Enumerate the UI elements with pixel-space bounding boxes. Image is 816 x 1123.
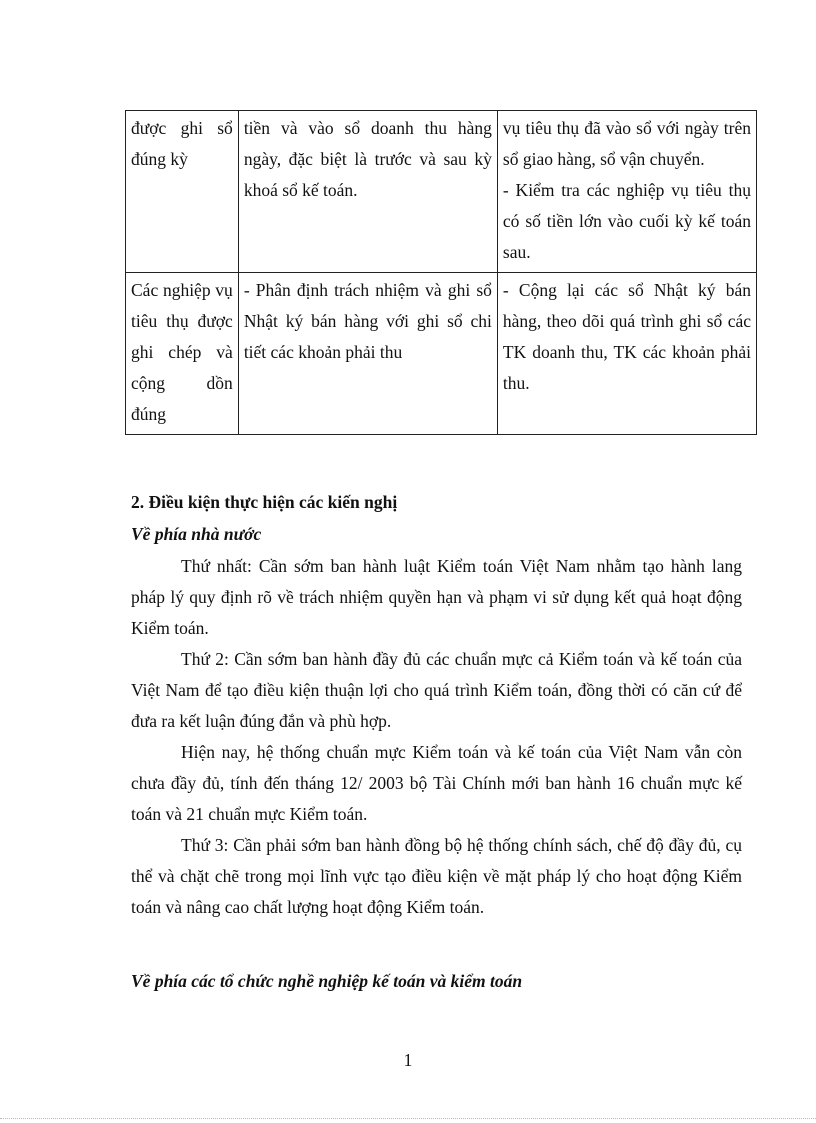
table-cell	[497, 273, 756, 435]
cell-line: - Kiểm tra các nghiệp vụ tiêu thụ có số tiền lớn vào cuối kỳ kế toán sau.	[502, 180, 751, 262]
table-cell	[497, 111, 756, 273]
paragraph: Thứ nhất: Cần sớm ban hành luật Kiểm toán Việt Nam nhằm tạo hành lang pháp lý quy định rõ về trách nhiệm quyền hạn và phạm vi sử dụng kết quả hoạt động Kiểm toán.	[131, 556, 742, 638]
paragraph: Thứ 2: Cần sớm ban hành đầy đủ các chuẩn mực cả Kiểm toán và kế toán của Việt Nam để tạo điều kiện thuận lợi cho quá trình Kiểm toán, đồng thời có căn cứ để đưa ra kết luận đúng đắn và phù hợp.	[131, 649, 742, 731]
audit-procedure-table	[125, 110, 757, 435]
page-number: 1	[403, 1050, 413, 1070]
page-bottom-divider	[0, 1118, 816, 1119]
table-cell: tiền và vào sổ doanh thu hàng ngày, đặc biệt là trước và sau kỳ khoá sổ kế toán.	[238, 111, 497, 273]
subheading-professional-orgs: Về phía các tổ chức nghề nghiệp kế toán và kiểm toán	[131, 971, 523, 991]
table-cell: - Phân định trách nhiệm và ghi sổ Nhật ký bán hàng với ghi sổ chi tiết các khoản phải thu	[238, 273, 497, 435]
section-heading: 2. Điều kiện thực hiện các kiến nghị	[131, 492, 398, 512]
subheading-state: Về phía nhà nước	[131, 524, 262, 544]
paragraph: Thứ 3: Cần phải sớm ban hành đồng bộ hệ thống chính sách, chế độ đầy đủ, cụ thể và chặt chẽ trong mọi lĩnh vực tạo điều kiện về mặt pháp lý cho hoạt động Kiểm toán và nâng cao chất lượng hoạt động Kiểm toán.	[131, 835, 742, 917]
table-row	[126, 111, 757, 273]
paragraph: Hiện nay, hệ thống chuẩn mực Kiểm toán và kế toán của Việt Nam vẫn còn chưa đầy đủ, tính đến tháng 12/ 2003 bộ Tài Chính mới ban hành 16 chuẩn mực kế toán và 21 chuẩn mực Kiểm toán.	[131, 742, 742, 824]
table-row	[126, 273, 757, 435]
cell-line: - Cộng lại các sổ Nhật ký bán hàng, theo dõi quá trình ghi sổ các TK doanh thu, TK các khoản phải thu.	[502, 280, 751, 393]
paragraph-block	[131, 551, 742, 923]
table-cell: được ghi sổ đúng kỳ	[126, 111, 239, 273]
table-cell: Các nghiệp vụ tiêu thụ được ghi chép và cộng dồn đúng	[126, 273, 239, 435]
cell-line: vụ tiêu thụ đã vào sổ với ngày trên sổ giao hàng, sổ vận chuyển.	[502, 118, 751, 169]
